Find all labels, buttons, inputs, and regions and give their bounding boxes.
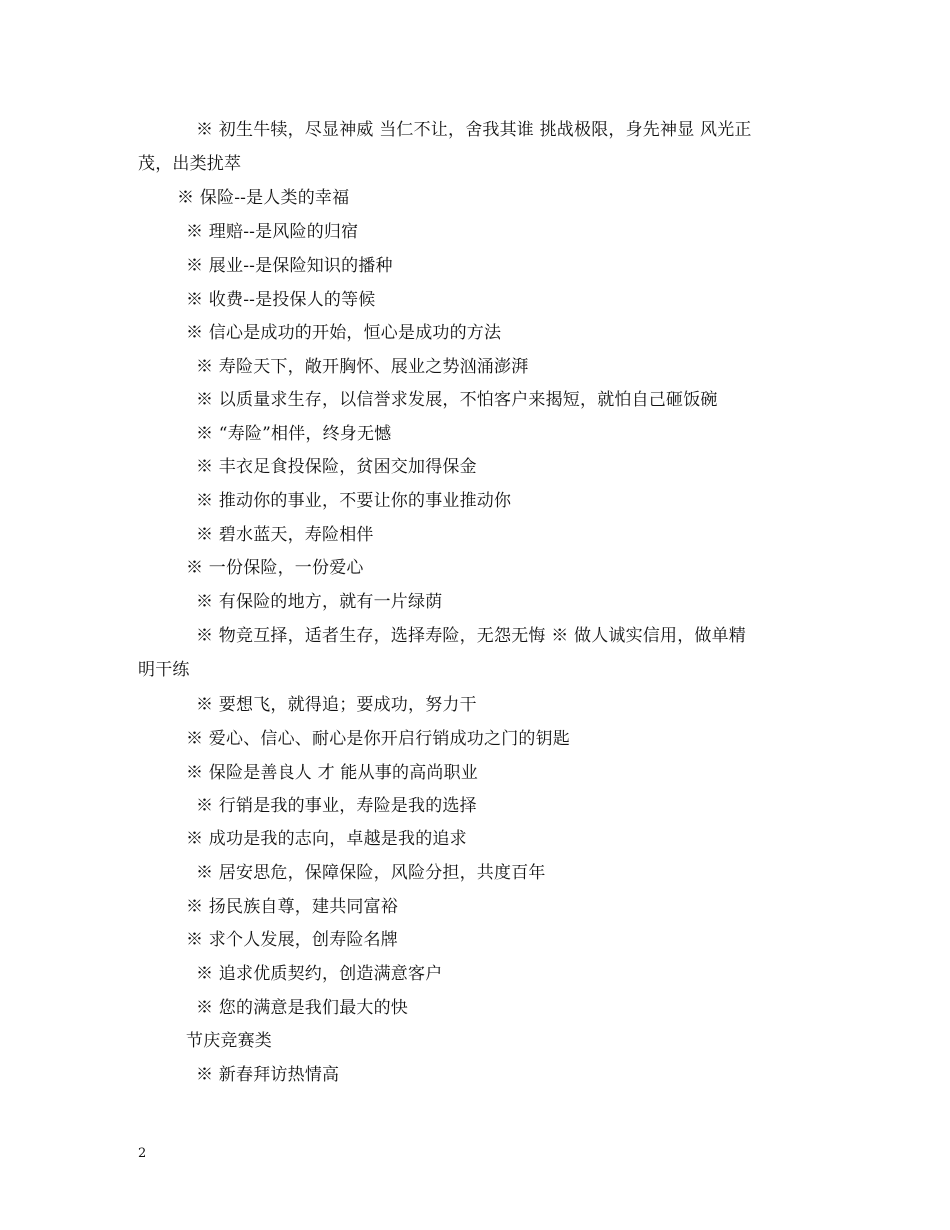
text-line: ※ 爱心、信心、耐心是你开启行销成功之门的钥匙 [186, 729, 571, 749]
text-line: ※ 扬民族自尊，建共同富裕 [186, 897, 399, 917]
text-line: ※ 求个人发展，创寿险名牌 [186, 930, 399, 950]
section-heading: 节庆竞赛类 [186, 1031, 272, 1051]
text-line: ※ 居安思危，保障保险，风险分担，共度百年 [196, 863, 546, 883]
text-line: ※ 理赔--是风险的归宿 [186, 222, 359, 242]
text-line: ※ 追求优质契约，创造满意客户 [196, 964, 443, 984]
text-line: ※ 保险--是人类的幸福 [177, 188, 350, 208]
text-line: 明干练 [138, 660, 190, 680]
text-line: ※ 保险是善良人 才 能从事的高尚职业 [186, 763, 479, 783]
text-line: ※ 成功是我的志向，卓越是我的追求 [186, 829, 467, 849]
text-line: ※ 新春拜访热情高 [196, 1065, 340, 1085]
text-line: ※ 您的满意是我们最大的快 [196, 998, 409, 1018]
text-line: ※ 收费--是投保人的等候 [186, 290, 376, 310]
text-line: ※ 推动你的事业，不要让你的事业推动你 [196, 491, 512, 511]
text-line: ※ “寿险”相伴，终身无憾 [196, 424, 392, 444]
text-line: ※ 展业--是保险知识的播种 [186, 256, 393, 276]
text-line: ※ 信心是成功的开始，恒心是成功的方法 [186, 323, 502, 343]
text-line: ※ 行销是我的事业，寿险是我的选择 [196, 796, 477, 816]
text-line: ※ 要想飞，就得追；要成功，努力干 [196, 695, 477, 715]
text-line: ※ 碧水蓝天，寿险相伴 [196, 525, 374, 545]
text-line: ※ 以质量求生存，以信誉求发展，不怕客户来揭短，就怕自己砸饭碗 [196, 390, 718, 410]
text-line: ※ 有保险的地方，就有一片绿荫 [196, 592, 443, 612]
text-line: ※ 初生牛犊，尽显神威 当仁不让，舍我其谁 挑战极限，身先神显 风光正 [196, 120, 752, 140]
text-line: 茂，出类扰萃 [138, 154, 242, 174]
text-line: ※ 一份保险，一份爱心 [186, 558, 364, 578]
text-line: ※ 物竞互择，适者生存，选择寿险，无怨无悔 ※ 做人诚实信用，做单精 [196, 626, 747, 646]
text-line: ※ 寿险天下，敞开胸怀、展业之势汹涌澎湃 [196, 357, 529, 377]
page-number: 2 [138, 1146, 147, 1161]
text-line: ※ 丰衣足食投保险，贫困交加得保金 [196, 457, 477, 477]
